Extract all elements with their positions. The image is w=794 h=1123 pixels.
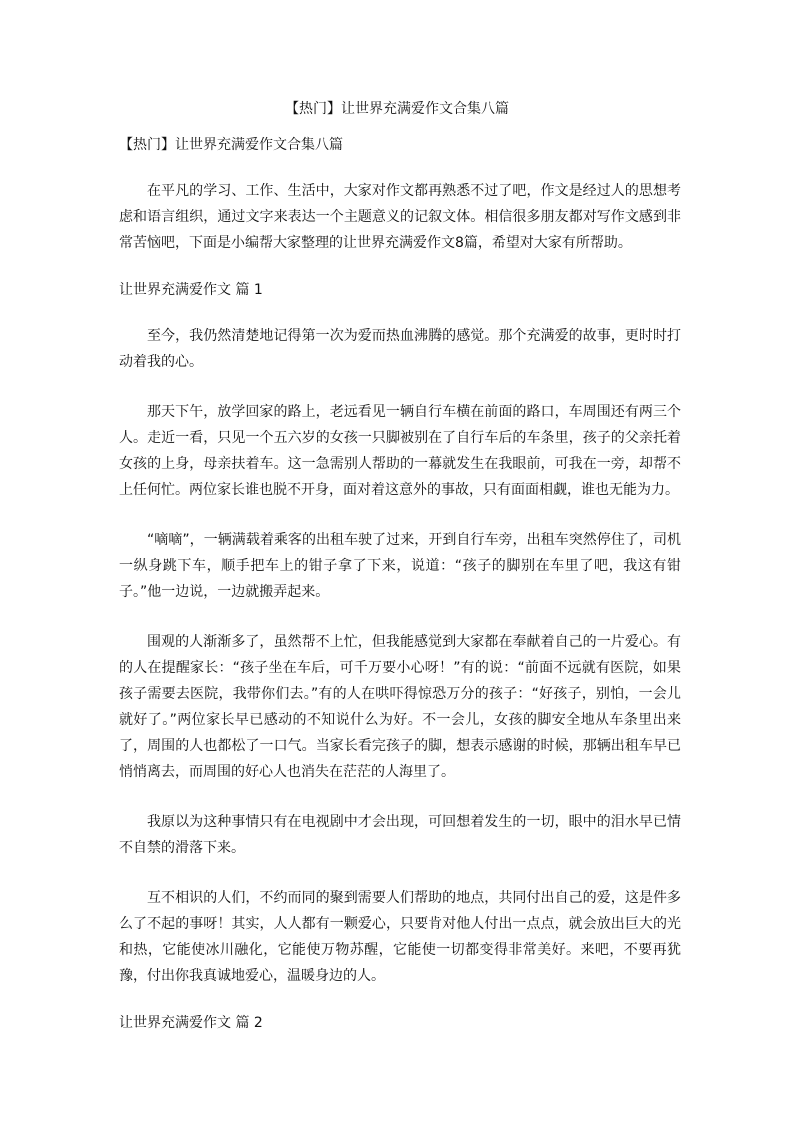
spacer bbox=[119, 605, 681, 629]
spacer bbox=[119, 155, 681, 178]
section-heading-2: 让世界充满爱作文 篇 2 bbox=[119, 1015, 263, 1031]
spacer bbox=[119, 861, 681, 885]
paragraph: 我原以为这种事情只有在电视剧中才会出现，可回想着发生的一切，眼中的泪水早已情不自禁的滑落下来。 bbox=[119, 814, 681, 856]
paragraph: 那天下午，放学回家的路上，老远看见一辆自行车横在前面的路口，车周围还有两三个人。走近一看，只见一个五六岁的女孩一只脚被别在了自行车后的车条里，孩子的父亲托着女孩的上身，母亲扶着车。这一急需别人帮助的一幕就发生在我眼前，可我在一旁，却帮不上任何忙。两位家长谁也脱不开身，面对着这意外的事故，只有面面相觑，谁也无能为力。 bbox=[119, 404, 681, 498]
document-title: 【热门】让世界充满爱作文合集八篇 bbox=[285, 101, 509, 117]
spacer bbox=[119, 300, 681, 323]
spacer bbox=[119, 989, 681, 1013]
spacer bbox=[119, 785, 681, 809]
spacer bbox=[119, 375, 681, 399]
paragraph: 互不相识的人们，不约而同的聚到需要人们帮助的地点，共同付出自己的爱，这是件多么了不起的事呀！其实，人人都有一颗爱心，只要肯对他人付出一点点，就会放出巨大的光和热，它能使冰川融化，它能使万物苏醒，它能使一切都变得非常美好。来吧，不要再犹豫，付出你我真诚地爱心，温暖身边的人。 bbox=[119, 890, 681, 984]
section-heading-1: 让世界充满爱作文 篇 1 bbox=[119, 282, 263, 298]
document-body bbox=[119, 135, 681, 1033]
spacer bbox=[119, 503, 681, 527]
paragraph: “嘀嘀”，一辆满载着乘客的出租车驶了过来，开到自行车旁，出租车突然停住了，司机一纵身跳下车，顺手把车上的钳子拿了下来，说道：“孩子的脚别在车里了吧，我这有钳子。”他一边说，一边就搬弄起来。 bbox=[119, 532, 681, 600]
document-subtitle: 【热门】让世界充满爱作文合集八篇 bbox=[119, 137, 343, 153]
paragraph: 围观的人渐渐多了，虽然帮不上忙，但我能感觉到大家都在奉献着自己的一片爱心。有的人在提醒家长：“孩子坐在车后，可千万要小心呀！”有的说：“前面不远就有医院，如果孩子需要去医院，我带你们去。”有的人在哄吓得惊恐万分的孩子：“好孩子，别怕，一会儿就好了。”两位家长早已感动的不知说什么为好。不一会儿，女孩的脚安全地从车条里出来了，周围的人也都松了一口气。当家长看完孩子的脚，想表示感谢的时候，那辆出租车早已悄悄离去，而周围的好心人也消失在茫茫的人海里了。 bbox=[119, 634, 681, 780]
paragraph: 至今，我仍然清楚地记得第一次为爱而热血沸腾的感觉。那个充满爱的故事，更时时打动着我的心。 bbox=[119, 328, 681, 370]
spacer bbox=[119, 256, 681, 280]
intro-paragraph: 在平凡的学习、工作、生活中，大家对作文都再熟悉不过了吧，作文是经过人的思想考虑和语言组织，通过文字来表达一个主题意义的记叙文体。相信很多朋友都对写作文感到非常苦恼吧，下面是小编帮大家整理的让世界充满爱作文8篇，希望对大家有所帮助。 bbox=[119, 183, 681, 251]
